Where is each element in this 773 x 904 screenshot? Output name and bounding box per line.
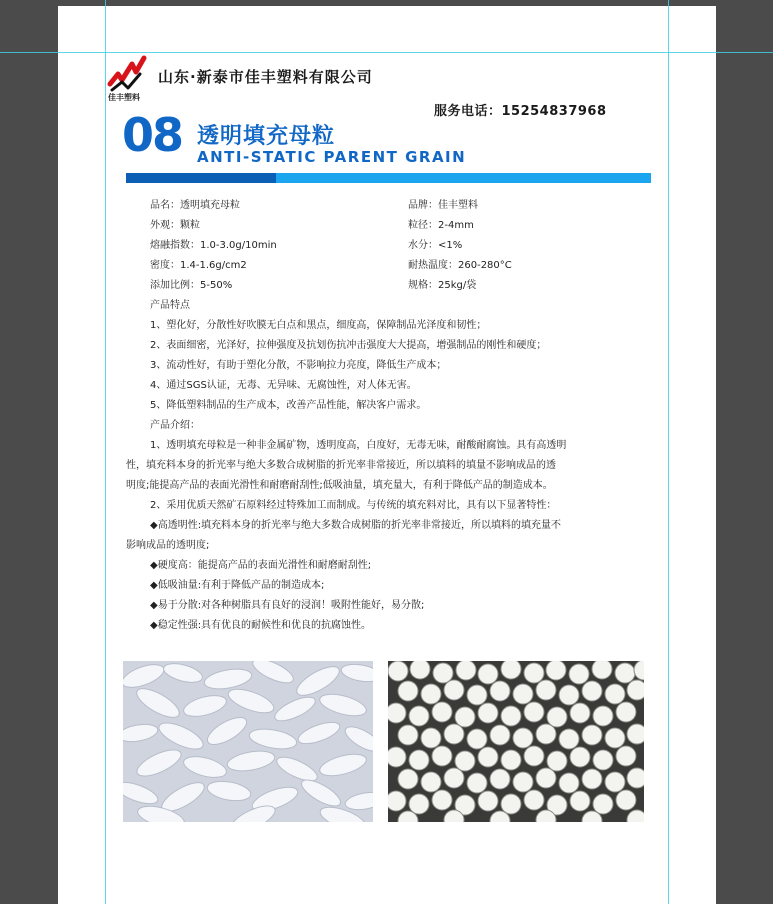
divider-light-segment bbox=[276, 173, 651, 183]
spec-density: 密度：1.4-1.6g/cm2 bbox=[150, 260, 247, 271]
intro-heading: 产品介绍： bbox=[150, 420, 200, 431]
document-page bbox=[58, 6, 716, 904]
service-phone: 服务电话：15254837968 bbox=[434, 104, 607, 119]
feature-item: 4、通过SGS认证，无毒、无异味、无腐蚀性，对人体无害。 bbox=[150, 380, 417, 391]
spec-particle-size: 粒径：2-4mm bbox=[408, 220, 474, 231]
bullet-transparency-line-2: 影响成品的透明度; bbox=[126, 540, 210, 551]
divider-dark-segment bbox=[126, 173, 276, 183]
spec-moisture: 水分：<1% bbox=[408, 240, 463, 251]
spec-packaging: 规格：25kg/袋 bbox=[408, 280, 477, 291]
intro-paragraph-1-line-3: 明度;能提高产品的表面光滑性和耐磨耐刮性;低吸油量，填充量大，有利于降低产品的制造成本。 bbox=[126, 480, 553, 491]
features-heading: 产品特点 bbox=[150, 300, 190, 311]
bullet-transparency-line-1: ◆高透明性:填充料本身的折光率与绝大多数合成树脂的折光率非常接近，所以填料的填充量不 bbox=[150, 520, 562, 531]
bullet-dispersion: ◆易于分散:对各种树脂具有良好的浸润！吸附性能好，易分散; bbox=[150, 600, 425, 611]
feature-item: 2、表面细密，光泽好，拉伸强度及抗划伤抗冲击强度大大提高，增强制品的刚性和硬度； bbox=[150, 340, 547, 351]
feature-item: 5、降低塑料制品的生产成本，改善产品性能，解决客户需求。 bbox=[150, 400, 427, 411]
feature-item: 3、流动性好，有助于塑化分散，不影响拉力亮度，降低生产成本； bbox=[150, 360, 447, 371]
guide-line-right bbox=[668, 0, 669, 904]
spec-melt-index: 熔融指数：1.0-3.0g/10min bbox=[150, 240, 277, 251]
intro-paragraph-1-line-1: 1、透明填充母粒是一种非金属矿物，透明度高，白度好，无毒无味，耐酸耐腐蚀。具有高透明 bbox=[150, 440, 567, 451]
spec-appearance: 外观：颗粒 bbox=[150, 220, 200, 231]
intro-paragraph-2: 2、采用优质天然矿石原料经过特殊加工而制成。与传统的填充料对比，具有以下显著特性： bbox=[150, 500, 557, 511]
product-photo-pellets bbox=[388, 661, 644, 822]
bullet-stability: ◆稳定性强:具有优良的耐候性和优良的抗腐蚀性。 bbox=[150, 620, 372, 631]
spec-heat-resistance: 耐热温度：260-280°C bbox=[408, 260, 512, 271]
guide-line-top bbox=[0, 52, 773, 53]
bullet-hardness: ◆硬度高：能提高产品的表面光滑性和耐磨耐刮性; bbox=[150, 560, 372, 571]
product-title-en: ANTI-STATIC PARENT GRAIN bbox=[197, 148, 467, 166]
spec-addition-ratio: 添加比例：5-50% bbox=[150, 280, 233, 291]
company-name: 山东·新泰市佳丰塑料有限公司 bbox=[158, 68, 373, 86]
feature-item: 1、塑化好，分散性好吹膜无白点和黑点，细度高，保障制品光泽度和韧性； bbox=[150, 320, 487, 331]
product-title-cn: 透明填充母粒 bbox=[197, 124, 336, 149]
guide-line-left bbox=[105, 0, 106, 904]
spec-name: 品名：透明填充母粒 bbox=[150, 200, 240, 211]
spec-brand: 品牌：佳丰塑料 bbox=[408, 200, 478, 211]
product-photo-flakes bbox=[123, 661, 373, 822]
product-number: 08 bbox=[122, 108, 183, 162]
intro-paragraph-1-line-2: 性，填充料本身的折光率与绝大多数合成树脂的折光率非常接近，所以填料的填量不影响成品的透 bbox=[126, 460, 556, 471]
title-divider-bar bbox=[126, 173, 651, 183]
logo-text: 佳丰塑料 bbox=[108, 93, 140, 102]
bullet-low-oil-absorption: ◆低吸油量:有利于降低产品的制造成本; bbox=[150, 580, 325, 591]
